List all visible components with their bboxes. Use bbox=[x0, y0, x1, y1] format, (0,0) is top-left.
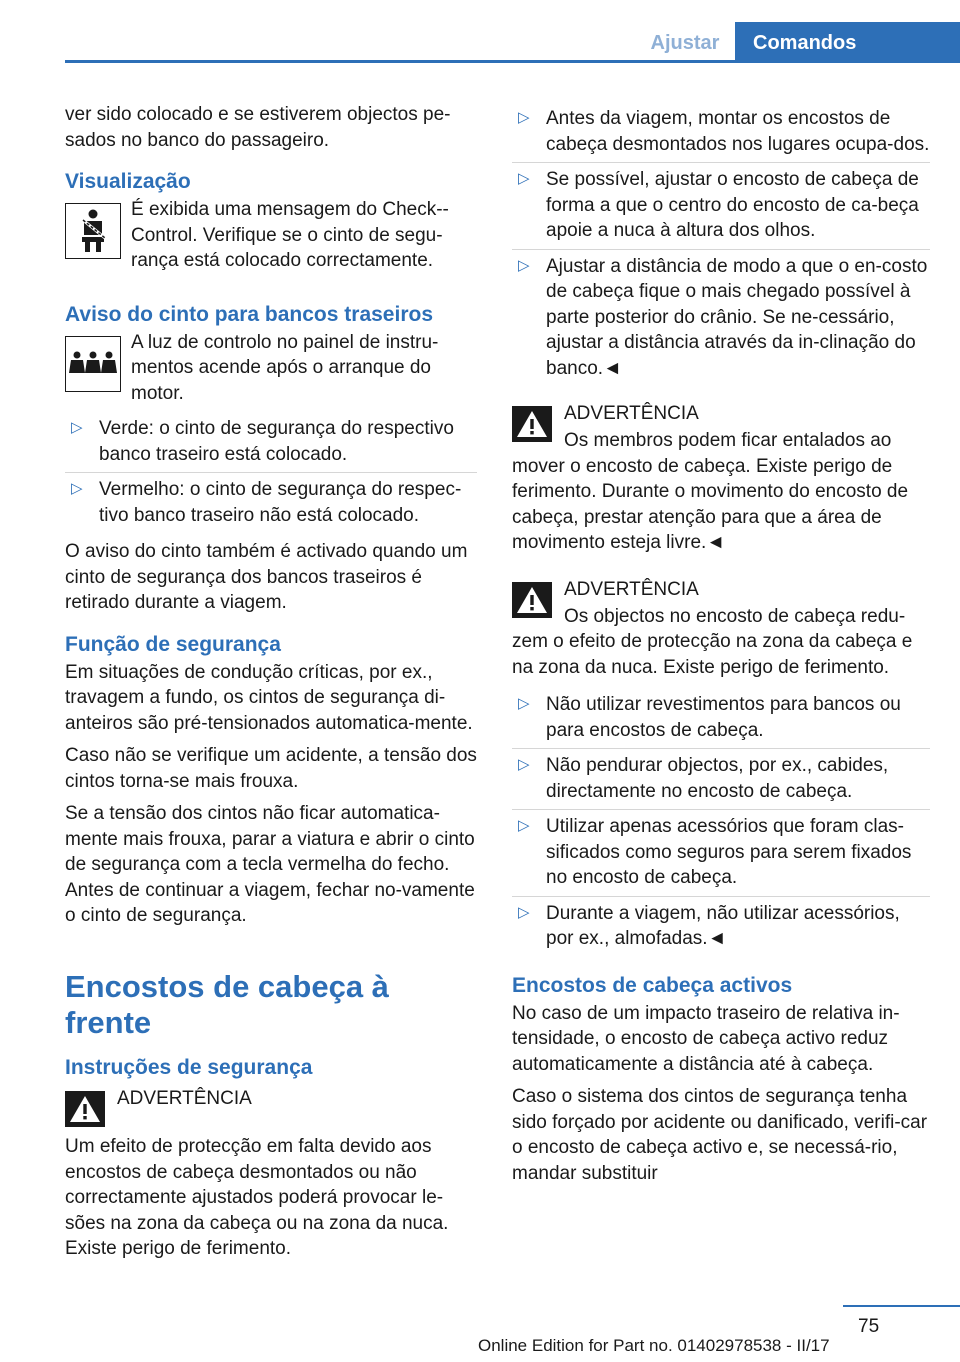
visualizacao-heading: Visualização bbox=[65, 170, 191, 193]
funcao-paragraph-1: Em situações de condução críticas, por ex., travagem a fundo, os cintos de segurança di-anteiros são pré-tensionados automatica-mente. bbox=[65, 661, 473, 734]
header-tab-comandos: Comandos bbox=[735, 22, 960, 63]
aviso-list bbox=[65, 412, 477, 533]
warning-block bbox=[512, 400, 930, 556]
aviso-paragraph: O aviso do cinto também é activado quando um cinto de segurança dos bancos traseiros é retirado durante a viagem. bbox=[65, 541, 468, 613]
triangle-bullet-icon: ▷ bbox=[518, 109, 530, 126]
warning-block bbox=[65, 1085, 477, 1262]
objects-list bbox=[512, 688, 930, 957]
warning-text: Os objectos no encosto de cabeça redu-zem o efeito de protecção na zona da cabeça e na zona da nuca. Existe perigo de ferimento. bbox=[512, 605, 913, 678]
list-item: ▷ Não pendurar objectos, por ex., cabides, directamente no encosto de cabeça. bbox=[512, 748, 930, 809]
aviso-heading: Aviso do cinto para bancos traseiros bbox=[65, 302, 433, 326]
funcao-heading: Função de segurança bbox=[65, 632, 281, 656]
warning-title: ADVERTÊNCIA bbox=[117, 1087, 252, 1109]
intro-paragraph: ver sido colocado e se estiverem objectos pe-sados no banco do passageiro. bbox=[65, 104, 451, 151]
triangle-bullet-icon: ▷ bbox=[518, 170, 530, 187]
triangle-bullet-icon: ▷ bbox=[71, 419, 83, 436]
left-column bbox=[65, 102, 477, 1270]
list-item: ▷ Antes da viagem, montar os encostos de cabeça desmontados nos lugares ocupa-dos. bbox=[512, 102, 930, 162]
activos-paragraph-2: Caso o sistema dos cintos de segurança tenha sido forçado por acidente ou danificado, verifi-car o encosto de cabeça activo e, se necessá-rio, mandar substituir bbox=[512, 1086, 928, 1184]
list-item: ▷ Não utilizar revestimentos para bancos ou para encostos de cabeça. bbox=[512, 688, 930, 748]
page-number: 75 bbox=[858, 1316, 880, 1337]
warning-triangle-icon bbox=[512, 406, 552, 442]
triangle-bullet-icon: ▷ bbox=[518, 903, 530, 921]
list-item: ▷ Verde: o cinto de segurança do respectivo banco traseiro está colocado. bbox=[65, 412, 477, 472]
triangle-bullet-icon: ▷ bbox=[518, 817, 530, 834]
list-item: ▷ Ajustar a distância de modo a que o en-costo de cabeça fique o mais chegado possível à parte posterior do crânio. Se ne-cessário, ajustar a distância através da in-clinação do banco.◄ bbox=[512, 249, 930, 387]
warning-triangle-icon bbox=[512, 582, 552, 618]
visualizacao-block bbox=[65, 197, 477, 274]
list-item: ▷ Se possível, ajustar o encosto de cabeça de forma a que o centro do encosto de ca-beça apoie a nuca à altura dos olhos. bbox=[512, 162, 930, 249]
adjust-list bbox=[512, 102, 930, 386]
header-rule bbox=[65, 60, 960, 63]
warning-text: Os membros podem ficar entalados ao mover o encosto de cabeça. Existe perigo de ferimento. Durante o movimento do encosto de cabeça, prestar atenção para que a área de movimento esteja livre.◄ bbox=[512, 430, 909, 553]
seatbelt-icon bbox=[65, 203, 121, 259]
encostos-heading: Encostos de cabeça à frente bbox=[65, 968, 389, 1040]
visualizacao-text: É exibida uma mensagem do Check--Control. Verifique se o cinto de segu-rança está colocado correctamente. bbox=[131, 199, 449, 271]
activos-paragraph-1: No caso de um impacto traseiro de relativa in-tensidade, o encosto de cabeça activo reduz automaticamente a distância até à cabeça. bbox=[512, 1002, 900, 1075]
triangle-bullet-icon: ▷ bbox=[71, 480, 83, 497]
rear-seatbelt-icon bbox=[65, 336, 121, 392]
triangle-bullet-icon: ▷ bbox=[518, 756, 530, 773]
header-tab-ajustar: Ajustar bbox=[650, 32, 720, 54]
warning-title: ADVERTÊNCIA bbox=[564, 578, 699, 600]
aviso-text: A luz de controlo no painel de instru-mentos acende após o arranque do motor. bbox=[131, 331, 439, 404]
list-item: ▷ Utilizar apenas acessórios que foram clas-sificados como seguros para serem fixados no encosto de cabeça. bbox=[512, 809, 930, 896]
instrucoes-heading: Instruções de segurança bbox=[65, 1055, 313, 1079]
aviso-block bbox=[65, 330, 477, 407]
warning-triangle-icon bbox=[65, 1091, 105, 1127]
list-item: ▷ Vermelho: o cinto de segurança do respec-tivo banco traseiro não está colocado. bbox=[65, 472, 477, 533]
footer-rule bbox=[843, 1305, 960, 1307]
funcao-paragraph-2: Caso não se verifique um acidente, a tensão dos cintos torna-se mais frouxa. bbox=[65, 745, 477, 792]
funcao-paragraph-3: Se a tensão dos cintos não ficar automatica-mente mais frouxa, parar a viatura e abrir o cinto de segurança com a tecla vermelha do fecho. Antes de continuar a viagem, fechar no-vamente o cinto de segurança. bbox=[65, 803, 475, 926]
edition-footer: Online Edition for Part no. 01402978538 - II/17 bbox=[478, 1336, 830, 1355]
activos-heading: Encostos de cabeça activos bbox=[512, 973, 793, 997]
warning-text: Um efeito de protecção em falta devido aos encostos de cabeça desmontados ou não correctamente ajustados poderá provocar le-sões na zona da cabeça ou na zona da nuca. Existe perigo de ferimento. bbox=[65, 1136, 449, 1259]
list-item: ▷ Durante a viagem, não utilizar acessórios, por ex., almofadas.◄ bbox=[512, 896, 930, 957]
right-column bbox=[512, 102, 930, 1193]
warning-title: ADVERTÊNCIA bbox=[564, 403, 699, 424]
warning-block bbox=[512, 576, 930, 681]
triangle-bullet-icon: ▷ bbox=[518, 695, 530, 712]
triangle-bullet-icon: ▷ bbox=[518, 256, 530, 274]
